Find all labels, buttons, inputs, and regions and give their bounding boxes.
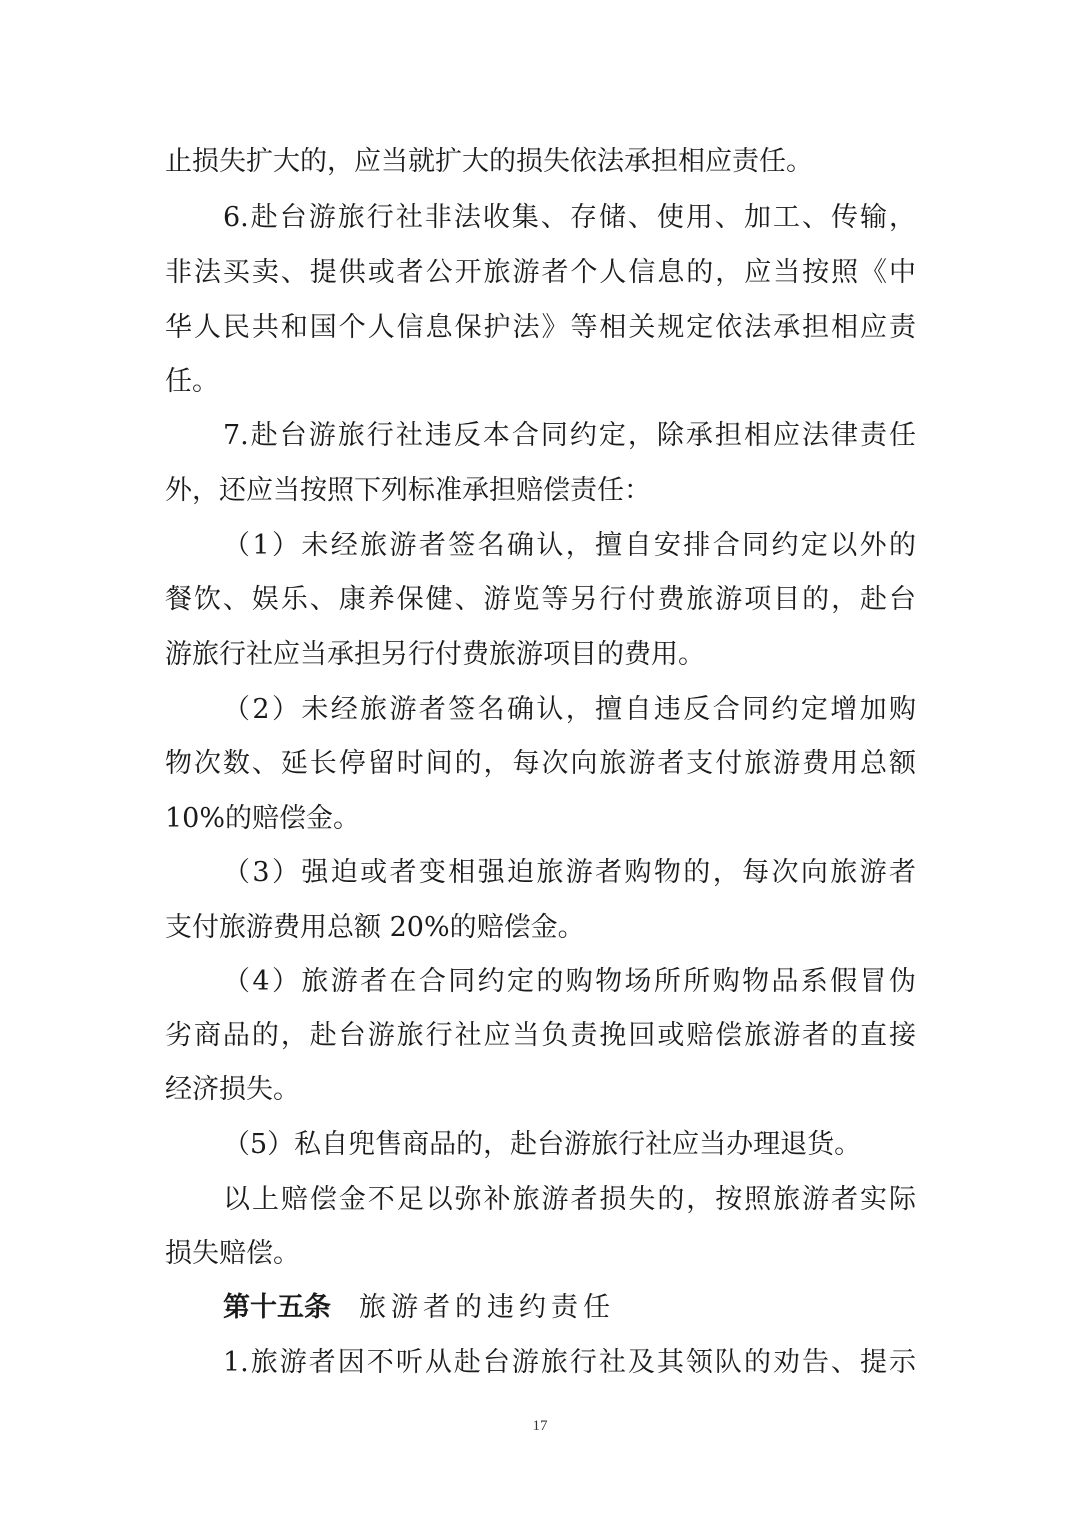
paragraph-line: 任。 <box>165 366 219 397</box>
paragraph-line: 止损失扩大的，应当就扩大的损失依法承担相应责任。 <box>165 146 813 177</box>
paragraph-line: 6.赴台游旅行社非法收集、存储、使用、加工、传输， <box>223 202 916 233</box>
paragraph-line: 餐饮、娱乐、康养保健、游览等另行付费旅游项目的，赴台 <box>165 584 916 615</box>
paragraph-line: 劣商品的，赴台游旅行社应当负责挽回或赔偿旅游者的直接 <box>165 1020 916 1051</box>
paragraph-line: （4）旅游者在合同约定的购物场所所购物品系假冒伪 <box>223 966 916 997</box>
paragraph-line: （5）私自兜售商品的，赴台游旅行社应当办理退货。 <box>223 1129 862 1160</box>
paragraph-line: （3）强迫或者变相强迫旅游者购物的，每次向旅游者 <box>223 857 916 888</box>
paragraph-line: 以上赔偿金不足以弥补旅游者损失的，按照旅游者实际 <box>223 1184 916 1215</box>
paragraph-line: （1）未经旅游者签名确认，擅自安排合同约定以外的 <box>223 530 916 561</box>
paragraph-line: 损失赔偿。 <box>165 1238 300 1269</box>
paragraph-line: 1.旅游者因不听从赴台游旅行社及其领队的劝告、提示 <box>223 1347 916 1378</box>
page-number: 17 <box>532 1418 548 1434</box>
paragraph-line: 经济损失。 <box>165 1074 300 1105</box>
article-number: 第十五条 <box>223 1292 331 1323</box>
paragraph-line: 10%的赔偿金。 <box>165 803 361 834</box>
paragraph-line: （2）未经旅游者签名确认，擅自违反合同约定增加购 <box>223 694 916 725</box>
paragraph-line: 非法买卖、提供或者公开旅游者个人信息的，应当按照《中 <box>165 257 916 288</box>
paragraph-line: 游旅行社应当承担另行付费旅游项目的费用。 <box>165 639 705 670</box>
paragraph-line: 物次数、延长停留时间的，每次向旅游者支付旅游费用总额 <box>165 748 916 779</box>
paragraph-line: 7.赴台游旅行社违反本合同约定，除承担相应法律责任 <box>223 420 916 451</box>
article-heading <box>223 1288 615 1328</box>
paragraph-line: 外，还应当按照下列标准承担赔偿责任： <box>165 475 651 506</box>
article-title: 旅游者的违约责任 <box>359 1292 615 1323</box>
paragraph-line: 华人民共和国个人信息保护法》等相关规定依法承担相应责 <box>165 312 916 343</box>
paragraph-line: 支付旅游费用总额 20%的赔偿金。 <box>165 912 585 943</box>
